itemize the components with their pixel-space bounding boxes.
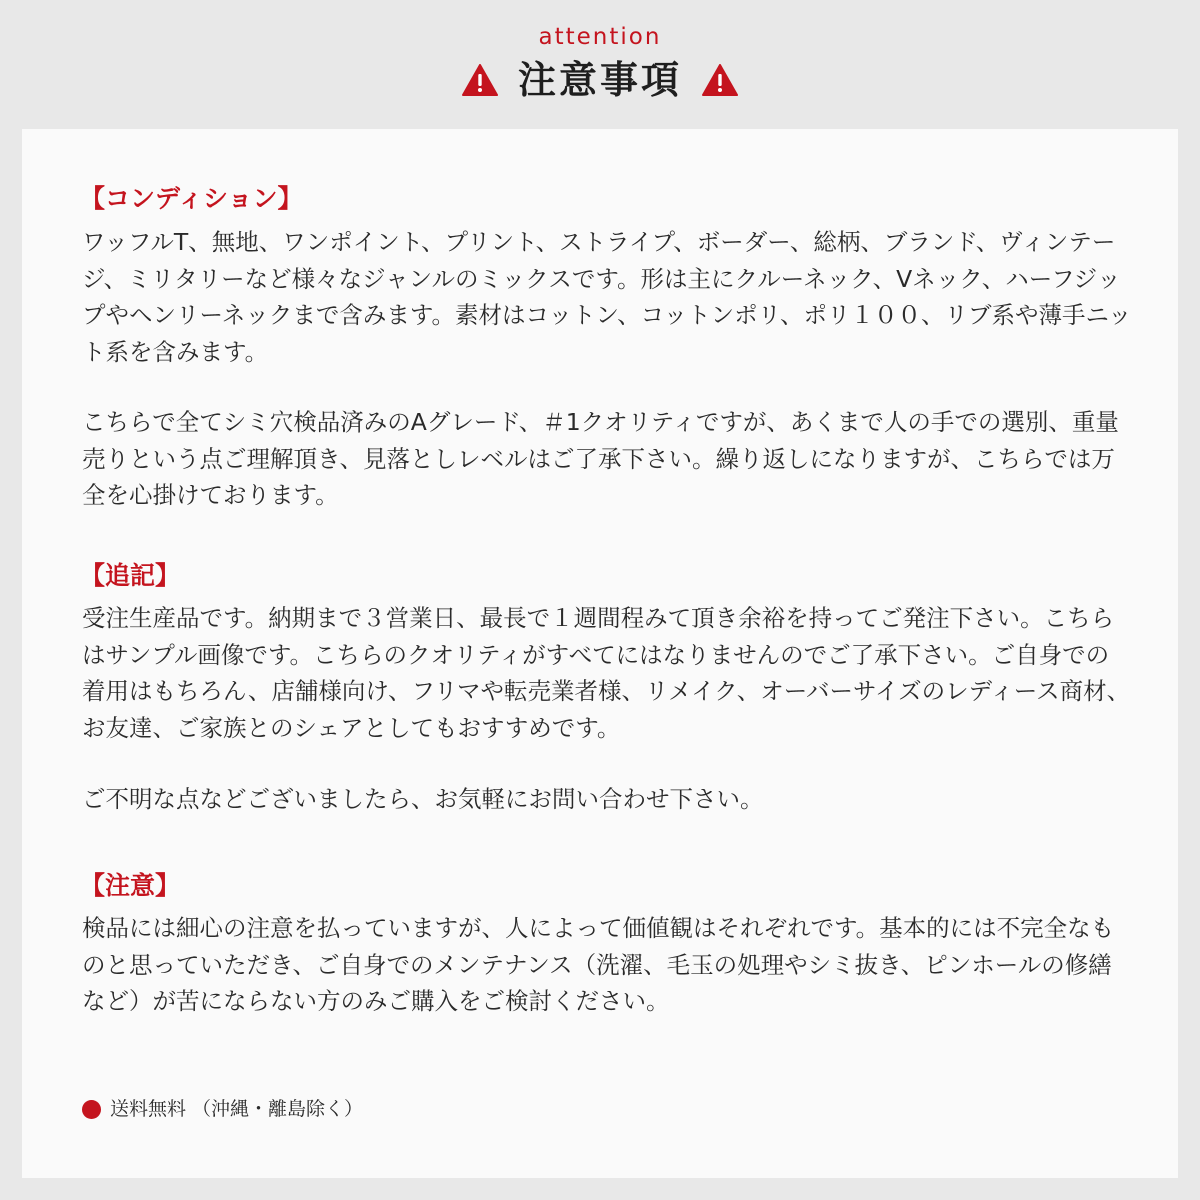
warning-icon-left (462, 64, 498, 96)
bullet-dot-icon (82, 1100, 101, 1119)
shipping-note-text: 送料無料 （沖縄・離島除く） (110, 1098, 364, 1120)
addendum-paragraph-1: 受注生産品です。納期まで３営業日、最長で１週間程みて頂き余裕を持ってご発注下さい。こちらはサンプル画像です。こちらのクオリティがすべてにはなりませんのでご了承下さい。ご自身での着用はもちろん、店舗様向け、フリマや転売業者様、リメイク、オーバーサイズのレディース商材、お友達、ご家族とのシェアとしてもおすすめです。 (82, 604, 1131, 742)
section-heading-addendum: 【追記】 (80, 561, 181, 590)
attention-label: attention (538, 24, 662, 50)
section-heading-caution: 【注意】 (80, 871, 181, 900)
caution-paragraph-1: 検品には細心の注意を払っていますが、人によって価値観はそれぞれです。基本的には不完全なものと思っていただき、ご自身でのメンテナンス（洗濯、毛玉の処理やシミ抜き、ピンホールの修繕など）が苦にならない方のみご購入をご検討ください。 (82, 914, 1115, 1015)
addendum-paragraph-2: ご不明な点などございましたら、お気軽にお問い合わせ下さい。 (82, 785, 764, 813)
shipping-note (82, 1096, 363, 1122)
page-title: 注意事項 (517, 58, 682, 102)
section-heading-condition: 【コンディション】 (80, 184, 303, 213)
warning-icon-right (702, 64, 738, 96)
content-panel (22, 129, 1178, 1178)
title-row (0, 54, 1200, 106)
page-header (0, 0, 1200, 128)
condition-paragraph-1: ワッフルT、無地、ワンポイント、プリント、ストライプ、ボーダー、総柄、ブランド、ヴィンテージ、ミリタリーなど様々なジャンルのミックスです。形は主にクルーネック、Vネック、ハーフジップやヘンリーネックまで含みます。素材はコットン、コットンポリ、ポリ１００、リブ系や薄手ニット系を含みます。 (82, 228, 1132, 366)
condition-paragraph-2: こちらで全てシミ穴検品済みのAグレード、＃1クオリティですが、あくまで人の手での選別、重量売りという点ご理解頂き、見落としレベルはご了承下さい。繰り返しになりますが、こちらでは万全を心掛けております。 (82, 408, 1119, 509)
